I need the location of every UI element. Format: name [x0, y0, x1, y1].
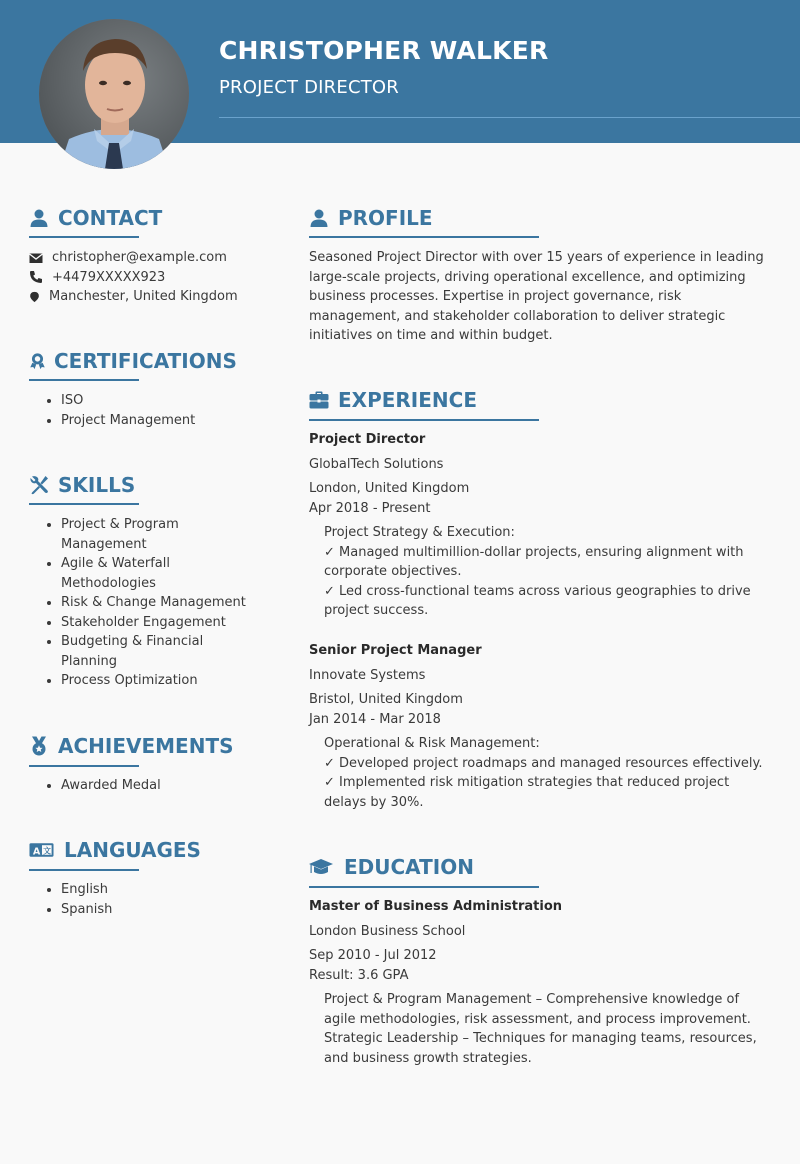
- certification-item: Project Management: [29, 411, 269, 431]
- graduation-cap-icon: [309, 857, 333, 877]
- language-item: English: [29, 880, 269, 900]
- section-title-languages: LANGUAGES: [64, 838, 201, 862]
- user-icon: [309, 208, 329, 228]
- medal-icon: [29, 736, 49, 756]
- job-area: Operational & Risk Management:: [324, 736, 540, 751]
- education-dates: Sep 2010 - Jul 2012: [309, 948, 437, 963]
- education-detail: Strategic Leadership – Techniques for managing teams, resources, and business growth strategies.: [324, 1031, 757, 1066]
- profile-summary: Seasoned Project Director with over 15 years of experience in leading large-scale projects, driving operational excellence, and optimizing business processes. Expertise in project governance, risk management, and stakeholder collaboration to deliver strategic initiatives on time and within budget.: [309, 250, 764, 343]
- section-heading-certifications: [29, 349, 237, 373]
- section-heading-profile: [309, 206, 433, 230]
- job-bullet: ✓ Led cross-functional teams across various geographies to drive project success.: [324, 583, 751, 618]
- job-location: London, United Kingdom: [309, 481, 470, 496]
- section-heading-education: [309, 855, 474, 879]
- header-divider: [219, 117, 800, 118]
- section-heading-languages: [29, 838, 201, 862]
- envelope-icon: [29, 251, 43, 265]
- job-area: Project Strategy & Execution:: [324, 525, 515, 540]
- section-rule-experience: [309, 419, 539, 421]
- section-rule-education: [309, 886, 539, 888]
- achievement-item: Awarded Medal: [29, 776, 269, 796]
- skill-item: Agile & Waterfall Methodologies: [29, 554, 254, 593]
- skill-item: Stakeholder Engagement: [29, 613, 254, 633]
- svg-text:文: 文: [43, 846, 51, 856]
- education-details: [309, 990, 769, 1068]
- school-name: London Business School: [309, 923, 466, 939]
- user-icon: [29, 208, 49, 228]
- languages-list: [29, 880, 269, 919]
- job-title: Project Director: [309, 432, 426, 447]
- job-dates: Apr 2018 - Present: [309, 500, 431, 516]
- section-rule-certifications: [29, 379, 139, 381]
- avatar: [39, 19, 189, 169]
- contact-location-row: [29, 287, 238, 307]
- degree-title: Master of Business Administration: [309, 899, 563, 914]
- education-detail: Project & Program Management – Comprehensive knowledge of agile methodologies, risk assessment, and process improvement.: [324, 992, 751, 1027]
- job-bullet: ✓ Managed multimillion-dollar projects, ensuring alignment with corporate objectives.: [324, 544, 744, 579]
- section-heading-achievements: [29, 734, 234, 758]
- section-rule-skills: [29, 503, 139, 505]
- section-title-profile: PROFILE: [338, 206, 433, 230]
- section-heading-skills: [29, 473, 135, 497]
- education-result: Result: 3.6 GPA: [309, 967, 409, 983]
- job-bullet: ✓ Implemented risk mitigation strategies that reduced project delays by 30%.: [324, 775, 730, 810]
- section-heading-experience: [309, 388, 477, 412]
- skill-item: Project & Program Management: [29, 515, 254, 554]
- svg-text:A: A: [32, 846, 41, 858]
- job-dates: Jan 2014 - Mar 2018: [309, 711, 441, 727]
- section-title-experience: EXPERIENCE: [338, 388, 477, 412]
- tools-icon: [29, 475, 49, 495]
- award-icon: [29, 351, 46, 371]
- section-title-certifications: CERTIFICATIONS: [54, 349, 237, 373]
- contact-phone[interactable]: +4479XXXXX923: [52, 269, 166, 285]
- job-description: [309, 734, 769, 812]
- section-title-contact: CONTACT: [58, 206, 163, 230]
- section-title-education: EDUCATION: [344, 855, 474, 879]
- section-rule-achievements: [29, 765, 139, 767]
- experience-entry: [309, 430, 769, 621]
- job-description: [309, 523, 769, 621]
- job-company: Innovate Systems: [309, 667, 426, 683]
- section-rule-languages: [29, 869, 139, 871]
- section-heading-contact: [29, 206, 162, 230]
- section-rule-profile: [309, 236, 539, 238]
- section-title-skills: SKILLS: [58, 473, 136, 497]
- briefcase-icon: [309, 390, 329, 410]
- achievements-list: [29, 776, 269, 796]
- certification-item: ISO: [29, 391, 269, 411]
- language-icon: [29, 840, 54, 860]
- language-item: Spanish: [29, 900, 269, 920]
- profile-photo: [39, 19, 189, 169]
- contact-phone-row: [29, 268, 238, 288]
- education-entry: [309, 897, 769, 1068]
- contact-list: [29, 248, 238, 307]
- skill-item: Process Optimization: [29, 671, 254, 691]
- skill-item: Budgeting & Financial Planning: [29, 632, 254, 671]
- job-company: GlobalTech Solutions: [309, 456, 444, 472]
- candidate-name: CHRISTOPHER WALKER: [219, 36, 549, 65]
- contact-email[interactable]: christopher@example.com: [52, 250, 227, 265]
- skill-item: Risk & Change Management: [29, 593, 254, 613]
- job-title: Senior Project Manager: [309, 643, 482, 658]
- phone-icon: [29, 270, 43, 284]
- experience-entry: [309, 641, 769, 812]
- map-pin-icon: [29, 290, 40, 304]
- job-bullet: ✓ Developed project roadmaps and managed resources effectively.: [324, 755, 763, 771]
- section-rule-contact: [29, 236, 139, 238]
- certifications-list: [29, 391, 269, 430]
- job-location: Bristol, United Kingdom: [309, 692, 463, 707]
- contact-email-row: [29, 248, 238, 268]
- skills-list: [29, 515, 254, 691]
- candidate-title: PROJECT DIRECTOR: [219, 77, 399, 98]
- section-title-achievements: ACHIEVEMENTS: [58, 734, 234, 758]
- contact-location: Manchester, United Kingdom: [49, 289, 238, 304]
